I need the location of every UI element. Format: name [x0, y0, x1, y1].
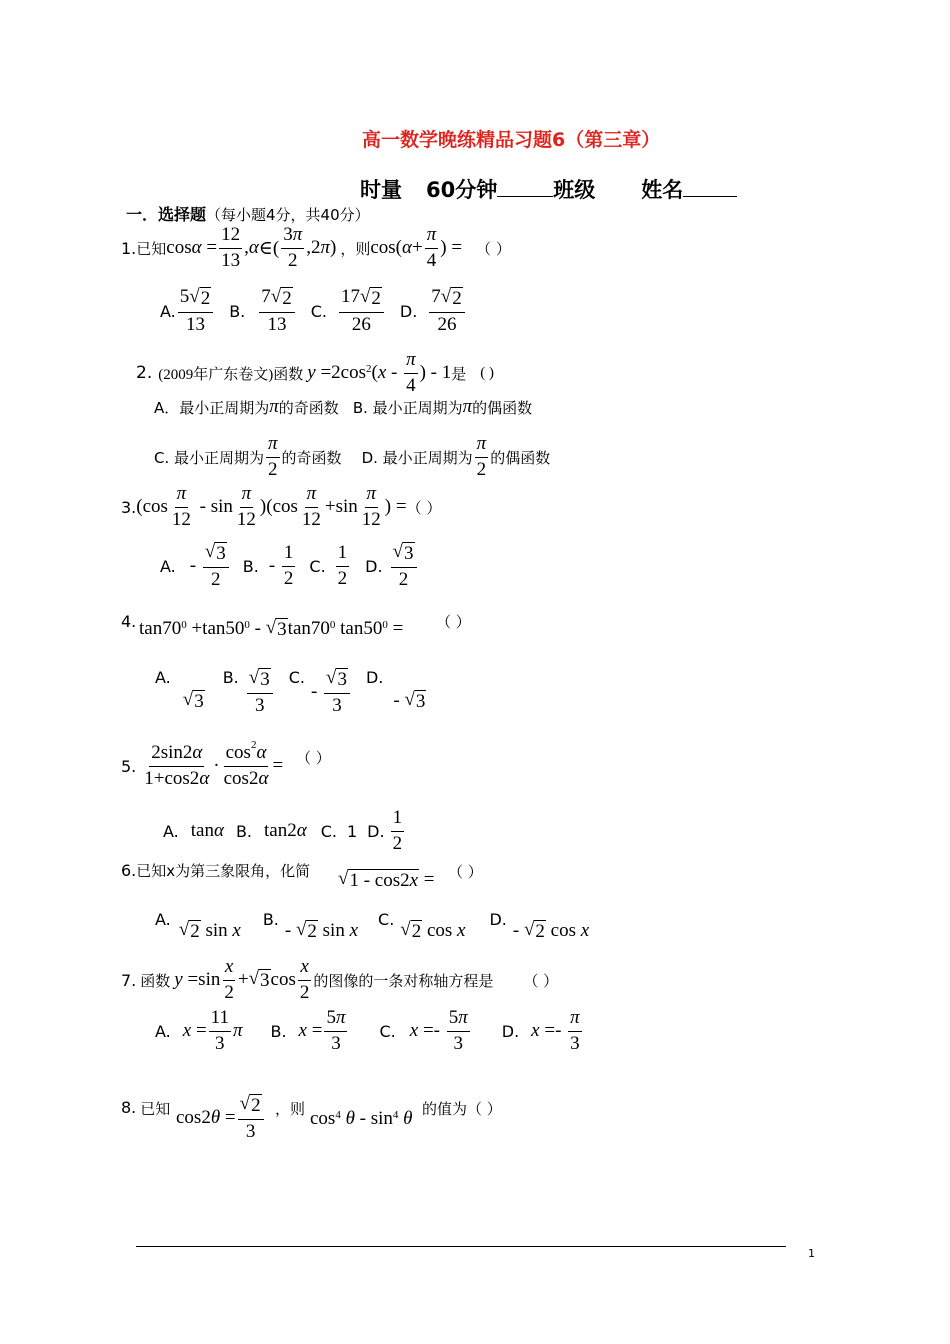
q1-option-d-label: D.: [399, 301, 418, 321]
q3-option-a-label: A.: [160, 556, 176, 576]
q8-tail: 的值为（ ）: [422, 1100, 502, 1118]
q2-option-a-tail: 的奇函数: [278, 398, 339, 417]
q7-option-a: x = $\frac{11}{3}$ π: [182, 1007, 243, 1054]
q1-option-c: 17 √ 2 26: [337, 287, 386, 336]
q6-option-a-label: A.: [155, 910, 171, 929]
q3-options: [160, 542, 419, 591]
time-label: 时量: [360, 178, 402, 202]
question-1: [121, 225, 511, 272]
q6-option-b-label: B.: [262, 910, 279, 929]
q8-expression-wrap: [310, 1108, 413, 1130]
question-6: [121, 860, 310, 881]
q3-number: 3.: [121, 497, 137, 517]
q7-number: 7.: [121, 970, 137, 990]
q2-number: 2.: [136, 363, 153, 384]
q6-option-a: √ 2 sin x: [178, 919, 241, 942]
q5-option-d-label: D.: [367, 821, 385, 841]
q7-option-d-label: D.: [501, 1021, 520, 1041]
q1-formula: cos α = $\frac{12}{13}$ , α ∈( $\frac{3\pi}{2}$ ,2 π ): [166, 224, 337, 271]
q5-option-b-label: B.: [235, 821, 253, 841]
question-8: [121, 1098, 170, 1119]
pi-symbol: π: [269, 396, 279, 417]
q3-option-b: - $\frac{1}{2}$: [268, 541, 294, 589]
q6-option-c: √ 2 cos x: [400, 919, 466, 942]
q1-option-b-label: B.: [229, 301, 246, 321]
q5-number: 5.: [121, 756, 137, 776]
q5-option-c-label: C.: [320, 821, 337, 841]
q2-formula: y =2cos $^2$ ( x - $\frac{\pi}{4}$ ) - 1: [307, 349, 452, 396]
question-7: [121, 957, 558, 1004]
q7-option-b: x = $\frac{5\pi}{3}$: [298, 1007, 346, 1054]
q4-number: 4.: [121, 612, 137, 631]
page-number: 1: [808, 1247, 815, 1260]
q2-source: (2009年广东卷文): [158, 366, 274, 383]
q4-option-a-label: A.: [155, 668, 171, 687]
section-note: （每小题4分，共40分）: [206, 206, 370, 224]
q3-option-d: √ 3 2: [389, 542, 419, 591]
q7-option-c-label: C.: [379, 1021, 396, 1041]
q2-option-c-tail: 的奇函数: [281, 448, 342, 467]
question-5: [121, 739, 284, 790]
q2-answer-paren: ( ): [480, 364, 495, 381]
time-blank[interactable]: [497, 178, 553, 197]
q7-answer-paren: （ ）: [523, 971, 559, 990]
time-value: 60分钟: [426, 178, 498, 202]
q7-tail: 的图像的一条对称轴方程是: [313, 971, 494, 990]
page-title: 高一数学晚练精品习题6（第三章）: [362, 129, 661, 151]
q4-option-b-label: B.: [222, 668, 239, 687]
q3-formula: (cos $\frac{\pi}{12}$ - sin $\frac{\pi}{12}$ )(cos $\frac{\pi}{12}$ +sin $\frac{\pi}{12}$ ) =: [136, 483, 407, 530]
q3-option-a: - √ 3 2: [190, 542, 231, 591]
q3-option-b-label: B.: [242, 556, 259, 576]
q5-formula: $\frac{2\sin 2\alpha}{1+\cos 2\alpha}$ · $\frac{\cos^2\alpha}{\cos 2\alpha}$ =: [144, 739, 284, 789]
name-blank[interactable]: [683, 178, 737, 197]
pi-half: $\frac{\pi}{2}$: [268, 433, 278, 480]
q5-option-b: tan2 α: [264, 820, 307, 842]
q6-option-b: - √ 2 sin x: [284, 919, 359, 942]
q4-option-c-label: C.: [288, 668, 305, 687]
q4-option-c: - √ 3 3: [311, 668, 352, 717]
q7-formula: y =sin $\frac{x}{2}$ + √ 3 cos $\frac{x}{2}$: [174, 956, 310, 1003]
q8-mid: ，则: [275, 1100, 306, 1118]
q5-option-a: tan α: [190, 820, 224, 842]
q7-option-d: x =- $\frac{\pi}{3}$: [531, 1007, 580, 1054]
q2-lead: 函数: [273, 364, 304, 383]
q4-option-d: - √ 3: [393, 688, 426, 712]
q1-option-d: 7 √ 2 26: [427, 287, 466, 336]
q2-option-d: D. 最小正周期为: [361, 448, 473, 467]
q4-formula: tan70 $^0$ +tan50 $^0$ - √ 3 tan70 $^0$ tan50 $^0$ =: [139, 617, 404, 640]
q5-option-a-label: A.: [163, 821, 179, 841]
q4-option-b: √ 3 3: [245, 668, 275, 717]
q3-option-c: $\frac{1}{2}$: [337, 541, 348, 589]
q4-options: [155, 668, 426, 717]
q7-option-a-label: A.: [155, 1021, 171, 1041]
q1-number: 1.: [121, 238, 137, 258]
question-4: [139, 618, 403, 641]
q2-options-ab: [154, 396, 532, 418]
q7-options: [155, 1008, 584, 1055]
q1-answer-paren: （ ）: [476, 239, 511, 258]
q3-option-d-label: D.: [365, 556, 383, 576]
q1-option-b: 7 √ 2 13: [257, 287, 296, 336]
footer-divider: [136, 1246, 786, 1247]
q8-number: 8.: [121, 1098, 137, 1117]
q4-answer-paren: （ ）: [436, 613, 471, 631]
q6-option-d-label: D.: [489, 910, 507, 929]
q5-option-c: 1: [346, 821, 358, 841]
q2-option-b: B. 最小正周期为: [352, 398, 463, 417]
q2-tail: 是: [451, 364, 467, 383]
pi-symbol: π: [462, 396, 473, 417]
q6-formula: [338, 869, 435, 892]
q4-option-a: √ 3: [182, 688, 204, 712]
q7-option-c: x =- $\frac{5\pi}{3}$: [409, 1007, 468, 1054]
q3-answer-paren: （ ）: [406, 498, 442, 517]
q8-given: cos2 θ = √ 2 3: [176, 1094, 266, 1143]
q6-answer-paren: （ ）: [448, 863, 483, 881]
q8-lead: 已知: [140, 1100, 171, 1118]
q8-expression: cos $^4$ θ - sin $^4$ θ: [310, 1108, 413, 1129]
q8-formula: [176, 1094, 266, 1143]
q6-text: 已知x为第三象限角，化简: [136, 862, 311, 880]
question-3: [121, 484, 441, 531]
q2-option-a: A．最小正周期为: [154, 398, 270, 417]
q1-lead: 已知: [136, 239, 167, 258]
q6-options: [155, 910, 589, 943]
q3-option-c-label: C.: [309, 556, 326, 576]
q6-option-d: - √ 2 cos x: [512, 919, 590, 942]
q1-option-a-label: A.: [160, 301, 176, 321]
q1-expression: cos( α + $\frac{\pi}{4}$ ) =: [370, 224, 463, 271]
q4-option-d-label: D.: [365, 668, 384, 687]
q6-option-c-label: C.: [378, 910, 395, 929]
q1-tail: ，则: [340, 239, 371, 258]
q6-expression: √ 1 - cos2x =: [338, 868, 435, 891]
q7-lead: 函数: [140, 971, 171, 990]
q5-option-d: $\frac{1}{2}$: [392, 807, 403, 854]
q2-option-c: C. 最小正周期为: [154, 448, 265, 467]
class-label: 班级: [553, 178, 596, 202]
q2-options-cd: [154, 434, 550, 481]
q1-option-a: 5 √ 2 13: [176, 287, 215, 336]
q2-option-d-tail: 的偶函数: [490, 448, 551, 467]
question-2: [136, 350, 494, 397]
q7-option-b-label: B.: [270, 1021, 287, 1041]
section-title: 一．选择题: [126, 205, 207, 224]
q2-option-b-tail: 的偶函数: [472, 398, 533, 417]
q1-options: [160, 287, 467, 336]
exam-header: [360, 174, 737, 204]
q6-number: 6.: [121, 861, 137, 880]
q5-answer-paren: （ ）: [296, 749, 331, 767]
section-heading: [126, 202, 370, 225]
q1-option-c-label: C.: [310, 301, 327, 321]
q5-options: [163, 808, 406, 855]
name-label: 姓名: [641, 178, 684, 202]
pi-half: $\frac{\pi}{2}$: [476, 433, 487, 480]
